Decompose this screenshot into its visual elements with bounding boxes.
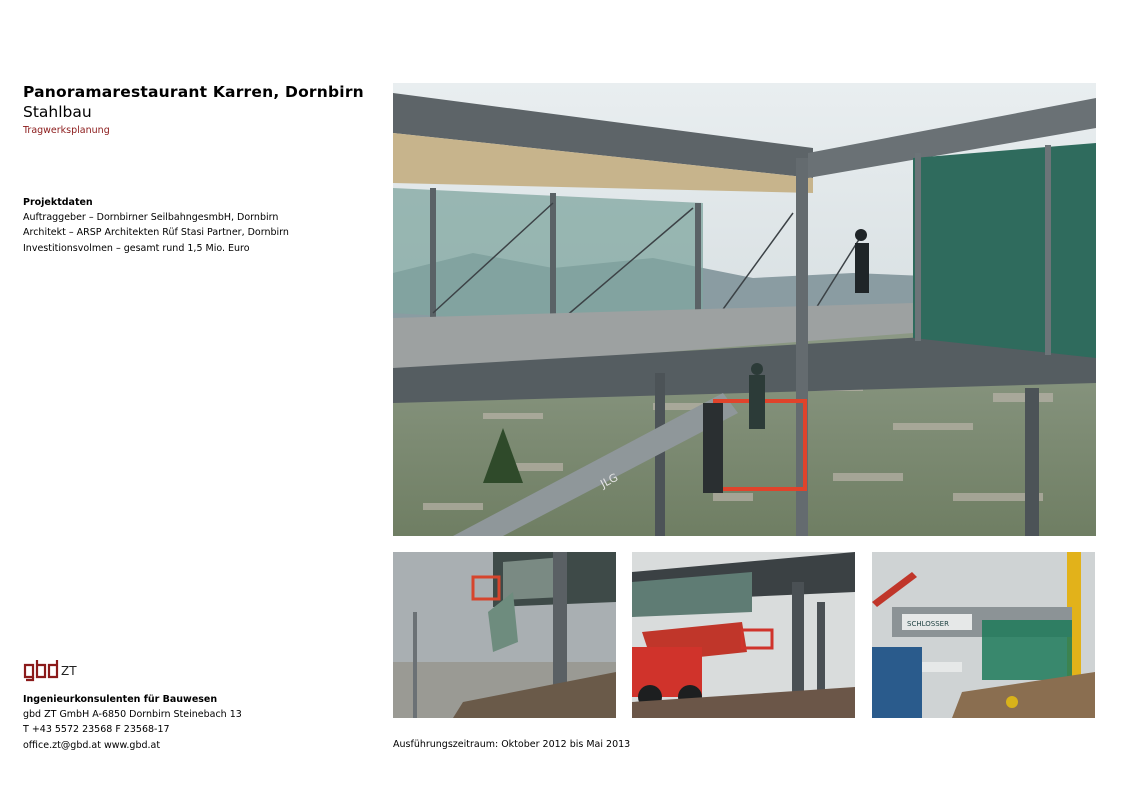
main-construction-photo (393, 83, 1096, 536)
lift-label: JLG (598, 470, 621, 491)
footer-heading: Ingenieurkonsulenten für Bauwesen (23, 694, 218, 705)
footer-phone: T +43 5572 23568 F 23568-17 (23, 724, 170, 736)
project-architect: Architekt – ARSP Architekten Rüf Stasi Partner, Dornbirn (23, 227, 289, 239)
page-title: Panoramarestaurant Karren, Dornbirn (23, 83, 364, 101)
logo-suffix: ZT (61, 664, 77, 678)
title-block (23, 82, 364, 138)
crane-sign: SCHLOSSER (907, 620, 949, 628)
page-subtitle: Stahlbau (23, 103, 92, 121)
footer-contact[interactable]: office.zt@gbd.at www.gbd.at (23, 739, 161, 751)
construction-photo-crane (872, 552, 1095, 718)
project-data (23, 195, 289, 256)
photo-3-illustration (872, 552, 1095, 718)
execution-period: Ausführungszeitraum: Oktober 2012 bis Mai 2013 (393, 739, 631, 750)
project-client: Auftraggeber – Dornbirner SeilbahngesmbH, Dornbirn (23, 212, 279, 224)
construction-photo-lift (632, 552, 855, 718)
category-label: Tragwerksplanung (23, 125, 110, 136)
photo-1-illustration (393, 552, 616, 718)
project-heading: Projektdaten (23, 197, 93, 208)
construction-photo-fog (393, 552, 616, 718)
gbd-logo-icon (23, 658, 93, 682)
project-investment: Investitionsvolmen – gesamt rund 1,5 Mio. Euro (23, 242, 250, 254)
photo-2-illustration (632, 552, 855, 718)
footer-address: gbd ZT GmbH A-6850 Dornbirn Steinebach 13 (23, 709, 242, 721)
company-footer (23, 692, 242, 753)
company-logo[interactable] (23, 658, 93, 682)
main-photo-illustration (393, 83, 1096, 536)
